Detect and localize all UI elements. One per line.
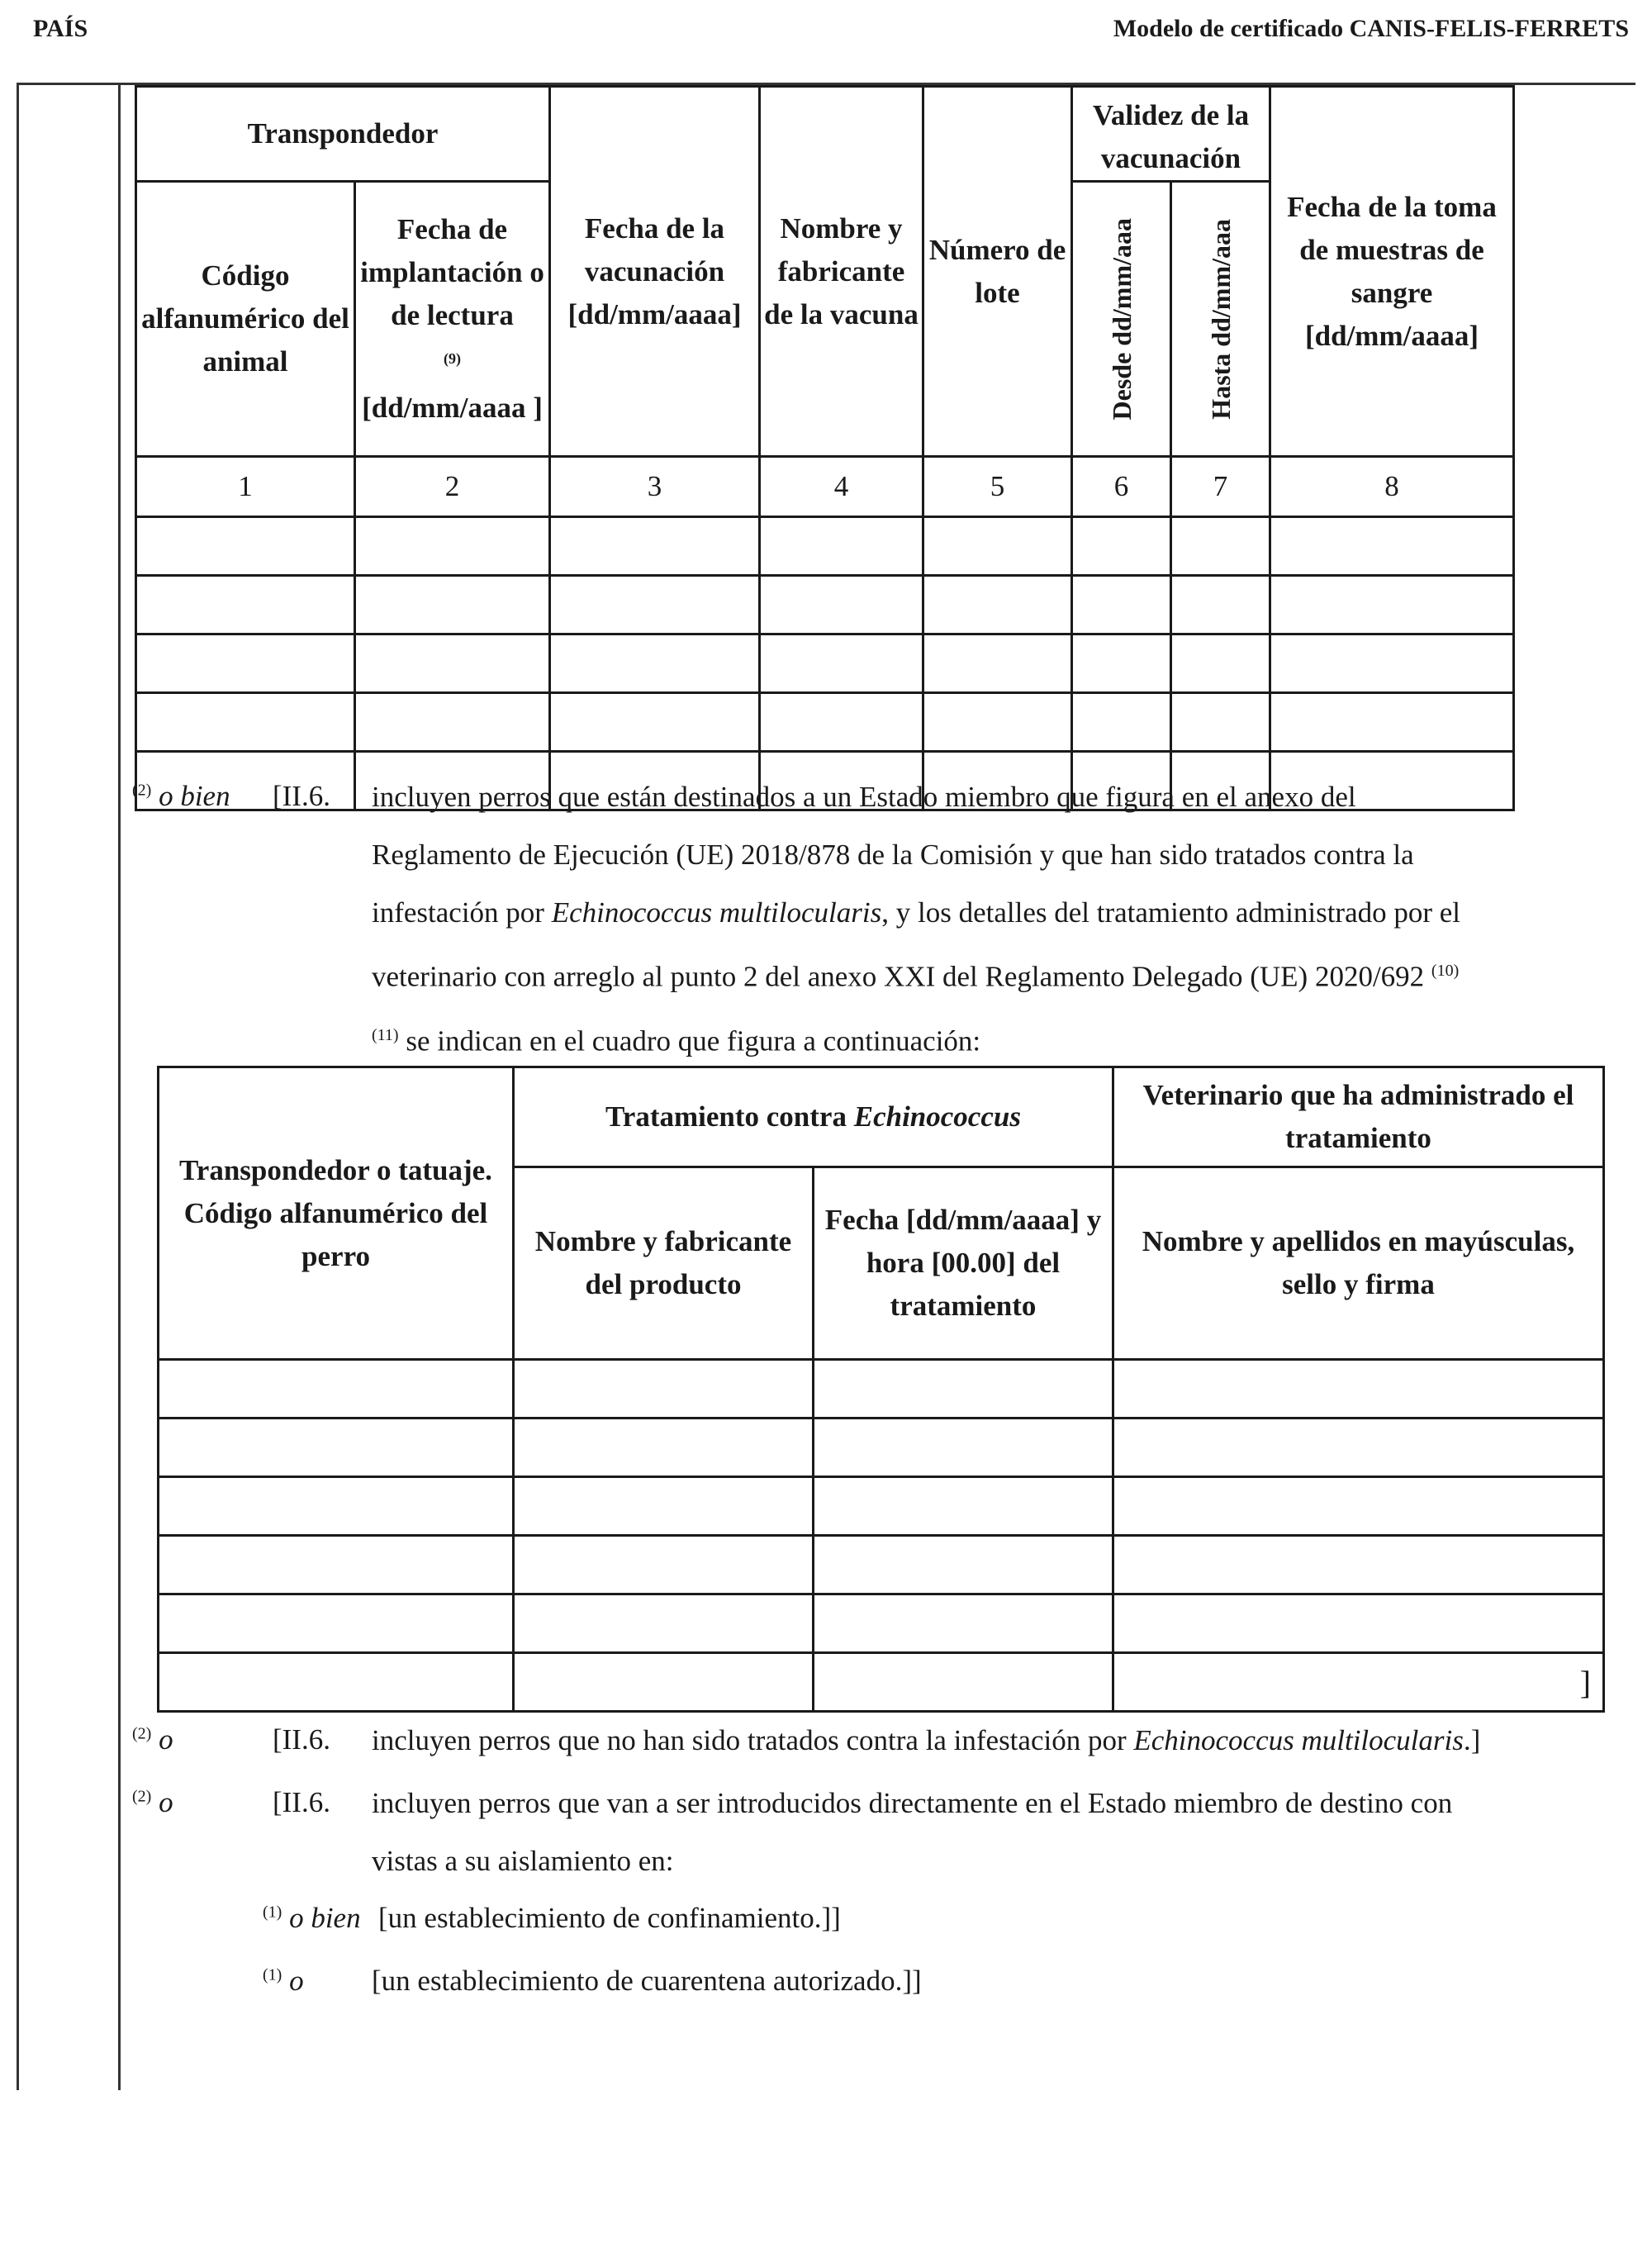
footnote-ref: (2) [132, 1787, 152, 1806]
column-number: 2 [355, 457, 550, 517]
paragraph-echinococcus-treated [372, 768, 1627, 1070]
header-fecha-implantacion-format: [dd/mm/aaaa ] [362, 391, 543, 424]
table-cell[interactable] [514, 1360, 814, 1419]
table-cell[interactable] [136, 517, 355, 576]
header-hasta-text: Hasta dd/mm/aaa [1205, 218, 1236, 420]
table-cell[interactable] [814, 1653, 1113, 1712]
header-validez: Validez de la vacunación [1072, 87, 1270, 182]
point-reference: [II.6. [273, 780, 330, 812]
header-transpondedor-perro: Transpondedor o tatuaje. Código alfanumérico del perro [159, 1067, 514, 1360]
table-cell[interactable] [814, 1419, 1113, 1477]
header-nombre-vacuna: Nombre y fabricante de la vacuna [760, 87, 923, 457]
table-cell[interactable] [136, 576, 355, 634]
table-cell[interactable] [760, 576, 923, 634]
table-cell[interactable] [923, 693, 1072, 752]
header-fecha-tratamiento: Fecha [dd/mm/aaaa] y hora [00.00] del tratamiento [814, 1167, 1113, 1360]
table-cell[interactable] [1113, 1536, 1604, 1594]
table-row [159, 1653, 1604, 1712]
table-cell[interactable] [550, 517, 760, 576]
point-reference: [II.6. [273, 1723, 330, 1756]
option-marker-text: o bien [159, 780, 230, 812]
table-cell[interactable] [159, 1419, 514, 1477]
table-cell[interactable] [159, 1360, 514, 1419]
table-cell[interactable] [355, 634, 550, 693]
text-line: Reglamento de Ejecución (UE) 2018/878 de la Comisión y que han sido tratados contra la [372, 839, 1414, 871]
option-marker [263, 1965, 304, 1998]
table-cell[interactable] [814, 1360, 1113, 1419]
text-line: incluyen perros que no han sido tratados contra la infestación por [372, 1724, 1134, 1756]
table-cell[interactable] [355, 693, 550, 752]
table-cell[interactable] [814, 1594, 1113, 1653]
table-cell[interactable] [760, 693, 923, 752]
table-cell[interactable] [550, 634, 760, 693]
species-name: Echinococcus [853, 1100, 1021, 1133]
text-line: , y los detalles del tratamiento administrado por el [881, 896, 1461, 929]
species-name: Echinococcus multilocularis [1133, 1724, 1464, 1756]
table-cell[interactable] [1171, 517, 1270, 576]
table-cell[interactable] [159, 1477, 514, 1536]
text-line: infestación por [372, 896, 552, 929]
option-marker-text: o [159, 1723, 173, 1756]
table-row [136, 693, 1514, 752]
table-cell[interactable] [923, 517, 1072, 576]
paragraph-isolation [372, 1775, 1635, 1890]
table-cell[interactable] [1270, 576, 1514, 634]
header-fecha-vacunacion: Fecha de la vacunación [dd/mm/aaaa] [550, 87, 760, 457]
table-cell[interactable] [1113, 1594, 1604, 1653]
text-line: veterinario con arreglo al punto 2 del anexo XXI del Reglamento Delegado (UE) 2020/692 [372, 960, 1425, 993]
header-desde [1072, 182, 1171, 457]
footnote-ref: (1) [263, 1965, 282, 1984]
column-number: 8 [1270, 457, 1514, 517]
header-nombre-veterinario: Nombre y apellidos en mayúsculas, sello y firma [1113, 1167, 1604, 1360]
header-tratamiento [514, 1067, 1113, 1167]
option-marker [132, 1786, 173, 1819]
footnote-ref: (2) [132, 781, 152, 800]
table-cell[interactable] [136, 693, 355, 752]
text-line: .] [1463, 1724, 1481, 1756]
paragraph-not-treated [372, 1712, 1635, 1770]
table-cell[interactable] [550, 693, 760, 752]
table-cell[interactable] [1171, 634, 1270, 693]
header-numero-lote: Número de lote [923, 87, 1072, 457]
table-cell[interactable] [514, 1536, 814, 1594]
table-cell[interactable] [355, 576, 550, 634]
table-cell[interactable] [514, 1653, 814, 1712]
text-line: incluyen perros que están destinados a un Estado miembro que figura en el anexo del [372, 781, 1356, 813]
table-row [159, 1419, 1604, 1477]
table-cell[interactable] [514, 1594, 814, 1653]
table-cell[interactable] [159, 1594, 514, 1653]
option-cuarentena: [un establecimiento de cuarentena autorizado.]] [372, 1965, 922, 1997]
column-number: 5 [923, 457, 1072, 517]
option-marker-text: o [289, 1965, 304, 1997]
column-number: 3 [550, 457, 760, 517]
table-cell[interactable] [1072, 634, 1171, 693]
closing-bracket: ] [1579, 1663, 1591, 1701]
table-row [159, 1594, 1604, 1653]
table-cell[interactable] [550, 576, 760, 634]
table-cell[interactable] [1113, 1477, 1604, 1536]
text-line: incluyen perros que van a ser introducidos directamente en el Estado miembro de destino con [372, 1787, 1453, 1819]
text-line: vistas a su aislamiento en: [372, 1845, 674, 1877]
header-fecha-muestras: Fecha de la toma de muestras de sangre [dd/mm/aaaa] [1270, 87, 1514, 457]
header-veterinario: Veterinario que ha administrado el tratamiento [1113, 1067, 1604, 1167]
point-reference: [II.6. [273, 1786, 330, 1818]
table-cell[interactable] [1072, 517, 1171, 576]
country-label: PAÍS [33, 15, 88, 42]
table-row [159, 1536, 1604, 1594]
table-cell[interactable] [814, 1536, 1113, 1594]
column-number: 7 [1171, 457, 1270, 517]
option-marker [263, 1902, 361, 1935]
table-cell[interactable] [514, 1419, 814, 1477]
header-transpondedor: Transpondedor [136, 87, 550, 182]
table-row [136, 517, 1514, 576]
option-confinamiento: [un establecimiento de confinamiento.]] [378, 1902, 841, 1934]
table-cell[interactable] [1113, 1360, 1604, 1419]
text-line: se indican en el cuadro que figura a continuación: [406, 1024, 981, 1057]
echinococcus-treatment-table [157, 1066, 1605, 1713]
column-number: 6 [1072, 457, 1171, 517]
table-row [159, 1360, 1604, 1419]
table-row [136, 576, 1514, 634]
vaccination-table [135, 85, 1515, 811]
table-cell[interactable] [1113, 1419, 1604, 1477]
margin-line-outer [17, 83, 19, 2090]
option-marker-text: o [159, 1786, 173, 1818]
column-number: 4 [760, 457, 923, 517]
option-marker [132, 780, 230, 813]
table-cell[interactable] [514, 1477, 814, 1536]
table-cell[interactable] [1072, 576, 1171, 634]
header-hasta [1171, 182, 1270, 457]
header-fecha-implantacion [355, 182, 550, 457]
header-codigo-animal: Código alfanumérico del animal [136, 182, 355, 457]
table-row [159, 1477, 1604, 1536]
table-cell[interactable] [1113, 1653, 1604, 1712]
table-cell[interactable] [1270, 517, 1514, 576]
species-name: Echinococcus multilocularis [551, 896, 882, 929]
table-cell[interactable] [814, 1477, 1113, 1536]
table-cell[interactable] [159, 1536, 514, 1594]
table-row [136, 634, 1514, 693]
table-cell[interactable] [1270, 634, 1514, 693]
table-cell[interactable] [1270, 693, 1514, 752]
table-cell[interactable] [136, 634, 355, 693]
header-desde-text: Desde dd/mm/aaa [1106, 217, 1137, 421]
option-marker [132, 1723, 173, 1756]
footnote-ref-9: (9) [444, 350, 461, 368]
table-cell[interactable] [923, 576, 1072, 634]
footnote-ref: (1) [263, 1903, 282, 1922]
table-cell[interactable] [159, 1653, 514, 1712]
table-cell[interactable] [1171, 576, 1270, 634]
table-cell[interactable] [1171, 693, 1270, 752]
option-marker-text: o bien [289, 1902, 361, 1934]
footnote-ref: (2) [132, 1724, 152, 1743]
margin-line-inner [118, 83, 121, 2090]
column-number: 1 [136, 457, 355, 517]
certificate-model-title: Modelo de certificado CANIS-FELIS-FERRETS [1113, 15, 1629, 42]
header-fecha-implantacion-text: Fecha de implantación o de lectura [360, 213, 544, 332]
table-cell[interactable] [355, 517, 550, 576]
table-cell[interactable] [760, 634, 923, 693]
footnote-ref: (10) [1431, 962, 1460, 980]
table-cell[interactable] [760, 517, 923, 576]
header-tratamiento-text: Tratamiento contra [605, 1100, 854, 1133]
header-nombre-producto: Nombre y fabricante del producto [514, 1167, 814, 1360]
table-cell[interactable] [1072, 693, 1171, 752]
footnote-ref: (11) [372, 1025, 399, 1044]
table-cell[interactable] [923, 634, 1072, 693]
